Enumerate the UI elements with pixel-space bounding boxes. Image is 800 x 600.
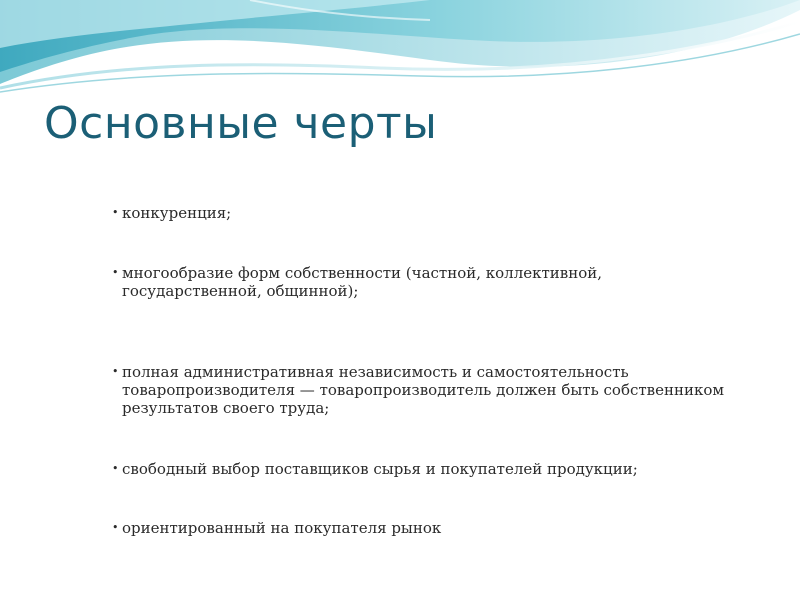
bullet-icon: • bbox=[112, 206, 119, 219]
bullet-text: ориентированный на покупателя рынок bbox=[122, 519, 442, 537]
list-item bbox=[112, 204, 732, 222]
bullet-text: конкуренция; bbox=[122, 204, 232, 222]
bullet-text: многообразие форм собственности (частной, коллективной, государственной, общинной); bbox=[122, 264, 603, 300]
page-title: Основные черты bbox=[44, 98, 438, 149]
bullet-text: свободный выбор поставщиков сырья и покупателей продукции; bbox=[122, 460, 638, 478]
bullet-icon: • bbox=[112, 521, 119, 534]
list-item bbox=[112, 460, 732, 478]
list-item bbox=[112, 519, 732, 537]
bullet-icon: • bbox=[112, 462, 119, 475]
bullet-icon: • bbox=[112, 266, 119, 279]
list-item bbox=[112, 264, 732, 300]
bullet-text: полная административная независимость и самостоятельность товаропроизводителя — товаропроизводитель должен быть собственником результатов своего труда; bbox=[122, 363, 725, 417]
list-item bbox=[112, 363, 732, 417]
bullet-icon: • bbox=[112, 365, 119, 378]
wave-header-decoration bbox=[0, 0, 800, 100]
